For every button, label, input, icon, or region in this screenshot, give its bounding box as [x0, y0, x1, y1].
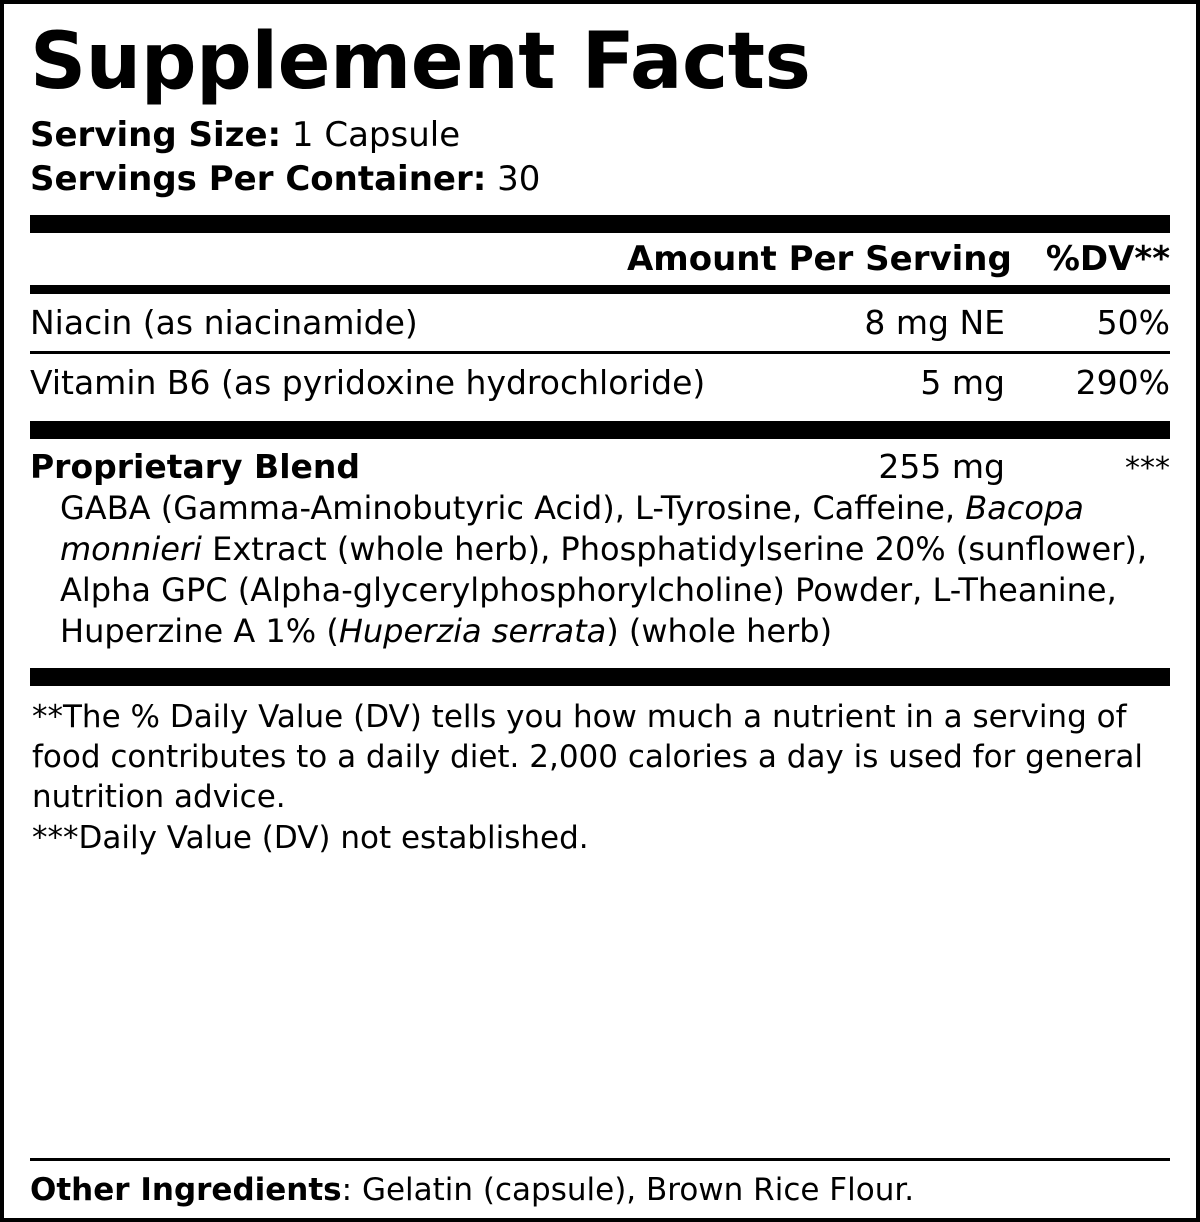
- column-header-dv: %DV**: [1045, 239, 1170, 280]
- spacer: [30, 859, 1170, 1158]
- blend-dv: ***: [1125, 451, 1170, 487]
- nutrient-name: Niacin (as niacinamide): [30, 303, 418, 343]
- table-row: [30, 294, 1170, 351]
- nutrient-dv: 290%: [1075, 363, 1170, 403]
- blend-ingredients: [30, 486, 1170, 668]
- blend-ingredients-part3: ) (whole herb): [606, 612, 833, 651]
- nutrient-amount: 8 mg NE: [864, 303, 1005, 343]
- nutrient-amount: 5 mg: [920, 363, 1005, 403]
- serving-size-label: Serving Size:: [30, 115, 282, 156]
- blend-amount: 255 mg: [878, 447, 1005, 487]
- column-header-amount: Amount Per Serving: [626, 239, 1012, 280]
- servings-per-container-label: Servings Per Container:: [30, 158, 487, 199]
- table-row: [30, 354, 1170, 411]
- blend-row: [30, 439, 1170, 486]
- other-ingredients-label: Other Ingredients: [30, 1172, 342, 1209]
- blend-ingredients-italic2: Huperzia serrata: [338, 612, 607, 651]
- blend-ingredients-italic1: Bacopa monnieri: [60, 489, 1084, 569]
- divider-thick-footnotes: [30, 668, 1170, 686]
- divider-under-header: [30, 285, 1170, 294]
- blend-ingredients-part1: GABA (Gamma-Aminobutyric Acid), L-Tyrosine, Caffeine,: [60, 489, 966, 528]
- footnote-daily-value: **The % Daily Value (DV) tells you how much a nutrient in a serving of food contributes to a daily diet. 2,000 calories a day is used for general nutrition advice.: [32, 699, 1143, 815]
- nutrient-name: Vitamin B6 (as pyridoxine hydrochloride): [30, 363, 706, 403]
- blend-name: Proprietary Blend: [30, 447, 360, 487]
- page-title: Supplement Facts: [30, 17, 811, 107]
- other-ingredients: [30, 1161, 1170, 1218]
- divider-thick-blend: [30, 421, 1170, 439]
- footnote-not-established: ***Daily Value (DV) not established.: [32, 820, 589, 857]
- servings-per-container-line: [30, 158, 1170, 202]
- servings-per-container-value: 30: [497, 158, 541, 199]
- table-header-row: [30, 233, 1170, 285]
- other-ingredients-value: : Gelatin (capsule), Brown Rice Flour.: [341, 1172, 915, 1209]
- nutrient-dv: 50%: [1096, 303, 1170, 343]
- serving-size-line: [30, 114, 1170, 158]
- blend-ingredients-part2: Extract (whole herb), Phosphatidylserine 20% (sunflower), Alpha GPC (Alpha-glycerylphosphorylcholine) Powder, L-Theanine, Huperzine A 1% (: [60, 530, 1147, 651]
- serving-size-value: 1 Capsule: [291, 115, 461, 156]
- divider-thick-top: [30, 215, 1170, 233]
